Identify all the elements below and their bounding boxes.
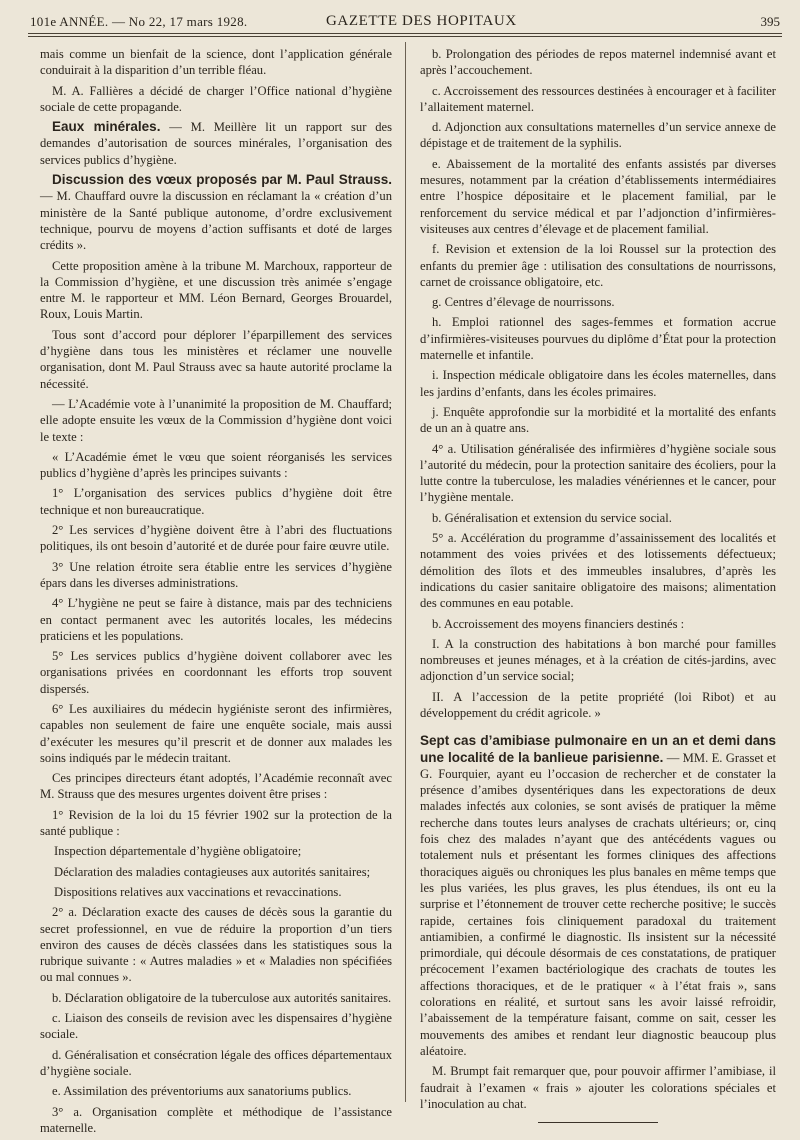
paragraph: j. Enquête approfondie sur la morbidité et la mortalité des enfants de un an à quatre ans.: [420, 404, 776, 436]
paragraph: Tous sont d’accord pour déplorer l’éparpillement des services d’hygiène dans tous les ministères et réclamer une nouvelle organisation, dont M. Paul Strauss avec sa haute autorité proclame la nécessité.: [40, 327, 392, 391]
paragraph: b. Accroissement des moyens financiers destinés :: [432, 616, 685, 631]
paragraph: 5° Les services publics d’hygiène doivent collaborer avec les organisations privées en coordonnant les efforts trop souvent dispersés.: [40, 649, 392, 696]
paragraph: 3° Une relation étroite sera établie entre les services d’hygiène épars dans les diverses administrations.: [40, 559, 392, 590]
paragraph: Ces principes directeurs étant adoptés, l’Académie reconnaît avec M. Strauss que des mesures urgentes doivent être prises :: [40, 771, 392, 802]
paragraph: 3° a. Organisation complète et méthodique de l’assistance maternelle.: [40, 1104, 392, 1135]
paragraph: 2° Les services d’hygiène doivent être à l’abri des fluctuations politiques, ils ont besoin d’autorité et de durée pour faire œuvre utile.: [40, 523, 392, 554]
paragraph: M. Brumpt fait remarquer que, pour pouvoir affirmer l’amibiase, il faudrait à l’examen « frais » ajouter les colorations spéciales et l’inoculation au chat.: [420, 1064, 776, 1111]
paragraph: Cette proposition amène à la tribune M. Marchoux, rapporteur de la Commission d’hygiène, et une discussion très animée s’engage entre M. le rapporteur et MM. Léon Bernard, Georges Brouardel, Roux, Louis Martin.: [40, 258, 392, 322]
paragraph: « L’Académie émet le vœu que soient réorganisés les services publics d’hygiène d’après les principes suivants :: [40, 449, 392, 481]
paragraph: 1° L’organisation des services publics d’hygiène doit être technique et non bureaucratique.: [40, 486, 392, 517]
header-rule-double: [28, 36, 782, 37]
paragraph: II. A l’accession de la petite propriété (loi Ribot) et au développement du crédit agricole. »: [420, 689, 776, 720]
list-item: Déclaration des maladies contagieuses aux autorités sanitaires;: [54, 864, 371, 879]
paragraph: mais comme un bienfait de la science, dont l’application générale conduirait à la disparition d’un terrible fléau.: [40, 47, 392, 78]
section-heading: Sept cas d’amibiase pulmonaire en un an et demi dans une localité de la banlieue parisienne.: [420, 733, 776, 765]
paragraph: 4° a. Utilisation généralisée des infirmières d’hygiène sociale sous l’autorité du médecin, pour la protection sanitaire des écoliers, pour la lutte contre la tuberculose, les maladies vénériennes et le cancer, pour l’hygiène mentale.: [420, 441, 776, 505]
list-item: Dispositions relatives aux vaccinations et revaccinations.: [54, 884, 342, 899]
header-rule: [28, 33, 782, 34]
paragraph: g. Centres d’élevage de nourrissons.: [432, 295, 615, 310]
paragraph: d. Adjonction aux consultations maternelles d’un service annexe de dépistage et de traitement de la syphilis.: [420, 120, 776, 151]
paragraph: b. Prolongation des périodes de repos maternel indemnisé avant et après l’accouchement.: [420, 47, 776, 78]
paragraph: c. Accroissement des ressources destinées à encourager et à faciliter l’allaitement maternel.: [420, 83, 776, 114]
paragraph: e. Assimilation des préventoriums aux sanatoriums publics.: [52, 1084, 352, 1099]
paragraph: Sept cas d’amibiase pulmonaire en un an et demi dans une localité de la banlieue parisienne. — MM. E. Grasset et G. Fourquier, ayant eu l’occasion de rechercher et de constater la présence d’amibes dysentériques dans les expectorations de deux malades infectés aux colonies, se sont avisés de pratiquer la même recherche dans toutes leurs analyses de crachats ultérieurs; or, cinq fois chez des malades n’ayant que des antécédents vagues ou totalement nuls et présentant les formes cliniques des affections thoraciques aiguës ou chroniques les plus banales en même temps que les plus variées, les plus graves, les plus étendues, ils ont eu la surprise et l’étonnement de trouver cette recherche positive; le succès rapide, certaines fois cliniquement paradoxal du traitement antiamibien, a confirmé le diagnostic. Ils insistent sur la nécessité primordiale, qui découle désormais de ces constatations, de pratiquer précocement l’examen bactériologique des crachats de toutes les affections thoraciques, et de le pratiquer « à l’état frais », sans colorations en réalité, et surtout sans les avoir laissé refroidir, l’abaissement de la température faisant, comme on sait, cesser les mouvements des amibes et rendant leur diagnostic beaucoup plus aléatoire.: [420, 733, 776, 1058]
paragraph: d. Généralisation et consécration légale des offices départementaux d’hygiène sociale.: [40, 1047, 392, 1078]
paragraph: e. Abaissement de la mortalité des enfants assistés par diverses mesures, notamment par la création d’établissements intermédiaires entre l’hospice dépositaire et le placement familial, par le renforcement du service médical et par l’adjonction d’infirmières-visiteuses aux centres d’élevage et de placement familial.: [420, 156, 776, 236]
column-divider: [405, 42, 406, 1102]
paragraph: f. Revision et extension de la loi Roussel sur la protection des enfants du premier âge : utilisation des consultations de nourrissons, carnet de croissance obligatoire, etc.: [420, 242, 776, 289]
issue-info: 101e ANNÉE. — No 22, 17 mars 1928.: [30, 14, 248, 29]
paragraph: 2° a. Déclaration exacte des causes de décès sous la garantie du secret professionnel, en vue de réduire la proportion d’un tiers environ des causes de décès classées dans les statistiques sous la rubrique suivante : « Autres maladies » et « Maladies non spécifiées ou mal connues ».: [40, 905, 392, 985]
paragraph: 1° Revision de la loi du 15 février 1902 sur la protection de la santé publique :: [40, 807, 392, 839]
paragraph: h. Emploi rationnel des sages-femmes et formation accrue d’infirmières-visiteuses pourvues du diplôme d’État pour la protection maternelle et infantile.: [420, 315, 776, 363]
journal-title: GAZETTE DES HOPITAUX: [326, 13, 517, 29]
right-column: [420, 46, 776, 1123]
page-header: [30, 12, 780, 38]
paragraph: 4° L’hygiène ne peut se faire à distance, mais par des techniciens en contact permanent avec les autorités locales, les médecins praticiens et les populations.: [40, 596, 392, 643]
section-heading: Eaux minérales.: [52, 119, 161, 135]
end-rule: [538, 1122, 658, 1123]
paragraph: Eaux minérales. — M. Meillère lit un rapport sur des demandes d’autorisation de sources minérales, l’organisation des services publics d’hygiène.: [40, 119, 392, 167]
paragraph: M. A. Fallières a décidé de charger l’Office national d’hygiène sociale de cette propagande.: [40, 83, 392, 114]
paragraph: — L’Académie vote à l’unanimité la proposition de M. Chauffard; elle adopte ensuite les vœux de la Commission d’hygiène dont voici le texte :: [40, 396, 392, 444]
paragraph: b. Généralisation et extension du service social.: [432, 510, 672, 525]
paragraph: I. A la construction des habitations à bon marché pour familles nombreuses et jeunes ménages, et à la création de cités-jardins, avec adjonction d’un service social;: [420, 636, 776, 684]
paragraph: Discussion des vœux proposés par M. Paul Strauss. — M. Chauffard ouvre la discussion en réclamant la « création d’un ministère de la Santé publique autonome, d’ordre exclusivement technique, pourvu de moyens d’action suffisants et doté de larges crédits ».: [40, 172, 392, 253]
paragraph: b. Déclaration obligatoire de la tuberculose aux autorités sanitaires.: [52, 990, 392, 1005]
section-spacer: [420, 725, 776, 733]
left-column: [40, 46, 392, 1140]
paragraph: 5° a. Accélération du programme d’assainissement des localités et notamment des voies privées et des lotissements défectueux; démolition des îlots et des immeubles insalubres, d’après les indications du casier sanitaire obligatoire des maisons; alimentation des communes en eau potable.: [420, 531, 776, 611]
section-heading: Discussion des vœux proposés par M. Paul Strauss.: [52, 172, 392, 188]
page-number: 395: [760, 14, 780, 29]
paragraph: i. Inspection médicale obligatoire dans les écoles maternelles, dans les jardins d’enfants, dans les écoles primaires.: [420, 368, 776, 399]
paragraph: 6° Les auxiliaires du médecin hygiéniste seront des infirmières, capables non seulement de faire une enquête sociale, mais aussi d’exécuter les mesures qu’il prescrit et de donner aux malades les soins indiqués par le médecin traitant.: [40, 701, 392, 765]
list-item: Inspection départementale d’hygiène obligatoire;: [54, 844, 302, 859]
paragraph: c. Liaison des conseils de revision avec les dispensaires d’hygiène sociale.: [40, 1011, 392, 1042]
